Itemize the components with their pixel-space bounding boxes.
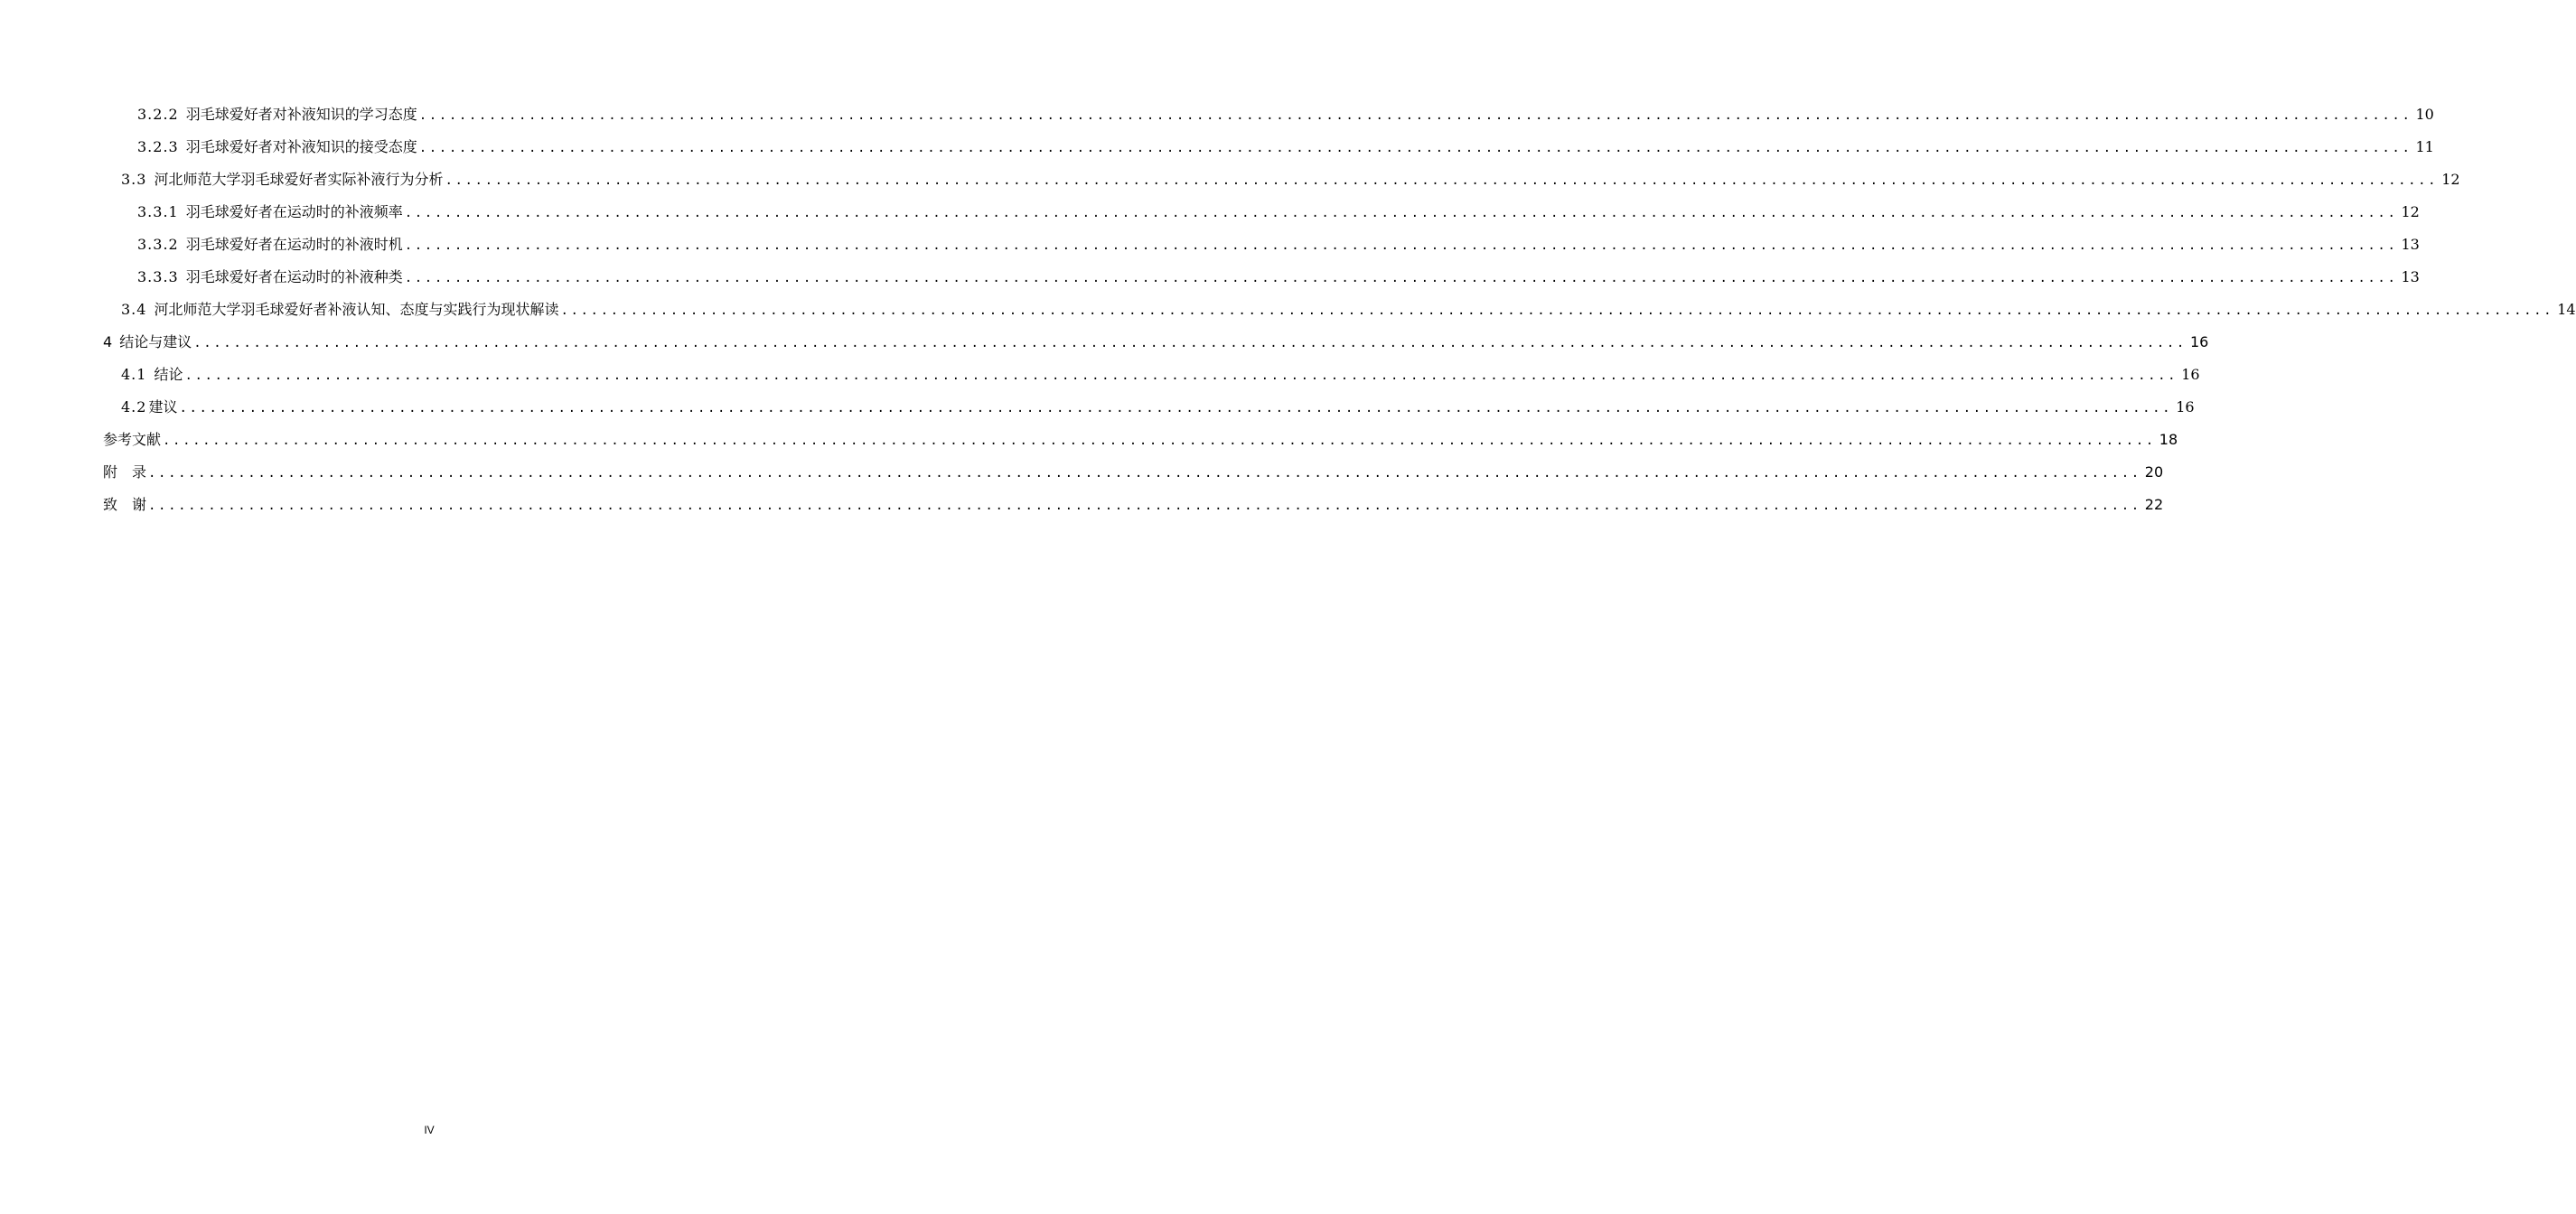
toc-entry-title: 河北师范大学羽毛球爱好者实际补液行为分析 [154,171,444,188]
toc-entry-title: 附 录 [103,463,147,481]
toc-entry-3-2-3[interactable] [137,132,2434,163]
toc-entry-number: 3.2.2 [137,106,179,123]
toc-entry-number: 4 [103,333,113,350]
toc-entry-title: 河北师范大学羽毛球爱好者补液认知、态度与实践行为现状解读 [154,301,559,318]
toc-entry-4[interactable] [103,327,2209,358]
toc-entry-3-3[interactable] [121,164,2460,195]
toc-entry-page: 13 [2401,236,2420,253]
toc-entry-title: 结论与建议 [119,333,192,350]
toc-entry-page: 11 [2415,138,2434,155]
toc-entry-page: 12 [2401,203,2420,220]
toc-entry-page: 10 [2415,106,2434,123]
toc-entry-title: 羽毛球爱好者在运动时的补液频率 [185,203,403,220]
toc-entry-4-2[interactable] [121,392,2195,423]
toc-entry-title: 羽毛球爱好者在运动时的补液种类 [185,268,403,285]
toc-entry-title: 建议 [148,398,178,416]
toc-dot-leader: ........................................................................................................................................................................................................ [193,336,2187,350]
toc-entry-page: 14 [2557,301,2576,318]
toc-dot-leader: ........................................................................................................................................................................................................ [560,304,2554,318]
toc-dot-leader: ........................................................................................................................................................................................................ [148,466,2141,481]
toc-entry-title: 羽毛球爱好者对补液知识的接受态度 [185,138,417,155]
toc-entry-number: 3.3 [121,171,147,188]
toc-dot-leader: ........................................................................................................................................................................................................ [404,271,2398,285]
toc-entry-3-3-3[interactable] [137,262,2420,293]
toc-entry-acknowledgements[interactable] [103,490,2164,520]
toc-entry-page: 16 [2176,398,2195,416]
toc-dot-leader: ........................................................................................................................................................................................................ [404,238,2398,253]
toc-entry-page: 20 [2144,463,2164,481]
toc-entry-title: 羽毛球爱好者对补液知识的学习态度 [185,106,417,123]
toc-dot-leader: ........................................................................................................................................................................................................ [445,173,2439,188]
toc-dot-leader: ........................................................................................................................................................................................................ [163,434,2156,448]
toc-entry-3-3-2[interactable] [137,229,2420,260]
toc-entry-references[interactable] [103,425,2178,455]
toc-entry-title: 结论 [154,366,183,383]
toc-entry-page: 16 [2181,366,2200,383]
toc-entry-page: 22 [2144,496,2164,513]
toc-entry-number: 3.2.3 [137,138,179,155]
toc-entry-page: 18 [2159,431,2178,448]
toc-entry-3-2-2[interactable] [137,99,2434,130]
page-number-footer: IV [424,1124,435,1136]
toc-entry-3-4[interactable] [121,294,2576,325]
toc-entry-title: 参考文献 [103,431,162,448]
toc-entry-title: 致 谢 [103,496,147,513]
toc-dot-leader: ........................................................................................................................................................................................................ [418,141,2412,155]
toc-dot-leader: ........................................................................................................................................................................................................ [184,369,2178,383]
toc-entry-number: 3.4 [121,301,147,318]
toc-entry-page: 16 [2189,333,2209,350]
toc-entry-appendix[interactable] [103,457,2164,488]
toc-entry-page: 13 [2401,268,2420,285]
toc-entry-number: 4.2 [121,398,147,416]
toc-entry-page: 12 [2441,171,2460,188]
toc-entry-3-3-1[interactable] [137,197,2420,228]
toc-dot-leader: ........................................................................................................................................................................................................ [148,499,2141,513]
toc-entry-number: 3.3.3 [137,268,179,285]
toc-entry-number: 3.3.2 [137,236,179,253]
toc-entry-number: 3.3.1 [137,203,179,220]
toc-entry-title: 羽毛球爱好者在运动时的补液时机 [185,236,403,253]
toc-dot-leader: ........................................................................................................................................................................................................ [418,108,2412,123]
toc-dot-leader: ........................................................................................................................................................................................................ [404,206,2398,220]
toc-entry-4-1[interactable] [121,360,2200,390]
toc-entry-number: 4.1 [121,366,147,383]
toc-dot-leader: ........................................................................................................................................................................................................ [179,401,2173,416]
